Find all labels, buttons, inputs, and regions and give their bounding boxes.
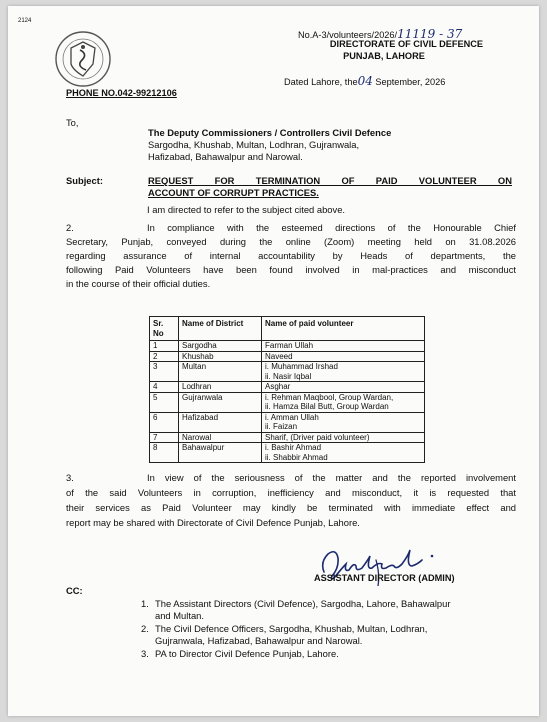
header-sr-no: Sr. No — [150, 317, 179, 341]
table-row — [150, 432, 425, 443]
recipient-line-3: Hafizabad, Bahawalpur and Narowal. — [148, 151, 303, 162]
table-row — [150, 392, 425, 412]
cell-volunteer — [262, 443, 425, 463]
cc-item-1-number: 1. — [141, 598, 149, 609]
cell-district: Sargodha — [179, 341, 262, 352]
table-row — [150, 412, 425, 432]
cell-volunteer — [262, 341, 425, 352]
volunteer-name: Sharif, (Driver paid volunteer) — [265, 432, 370, 442]
volunteer-name: ii. Hamza Bilal Butt, Group Wardan — [265, 402, 389, 411]
reference-handwritten: 11119 - 37 — [397, 27, 463, 41]
cc-label: CC: — [66, 585, 83, 596]
cc-item-1-line-2: and Multan. — [155, 610, 204, 621]
paragraph-2-line-3: regarding assurance of internal accountability by Heads of departments, the — [66, 250, 516, 261]
cc-item-2-line-2: Gujranwala, Hafizabad, Bahawalpur and Narowal. — [155, 635, 363, 646]
cell-district: Multan — [179, 362, 262, 382]
table-row — [150, 362, 425, 382]
paragraph-2-line-5: in the course of their official duties. — [66, 278, 211, 289]
cell-sr: 5 — [150, 392, 179, 412]
table-row — [150, 351, 425, 362]
cell-district: Hafizabad — [179, 412, 262, 432]
header-volunteer: Name of paid volunteer — [262, 317, 425, 341]
cell-district: Bahawalpur — [179, 443, 262, 463]
date-prefix: Dated Lahore, the — [284, 77, 358, 87]
cell-sr: 6 — [150, 412, 179, 432]
cc-item-1 — [155, 598, 515, 622]
paragraph-1: I am directed to refer to the subject cited above. — [147, 204, 346, 215]
paragraph-3-line-4: report may be shared with Directorate of Civil Defence Punjab, Lahore. — [66, 517, 360, 528]
to-label: To, — [66, 117, 79, 128]
cc-item-2-line-1: The Civil Defence Officers, Sargodha, Khushab, Multan, Lodhran, — [155, 623, 428, 634]
recipient-districts — [148, 139, 448, 163]
cell-district: Lodhran — [179, 382, 262, 393]
reference-prefix: No.A-3/volunteers/2026/ — [298, 30, 398, 40]
table-row — [150, 382, 425, 393]
cell-sr: 7 — [150, 432, 179, 443]
date-suffix: September, 2026 — [372, 77, 446, 87]
subject-label: Subject: — [66, 175, 103, 186]
cc-item-1-line-1: The Assistant Directors (Civil Defence), Sargodha, Lahore, Bahawalpur — [155, 598, 451, 609]
paragraph-3-number: 3. — [66, 472, 74, 483]
volunteer-table — [149, 316, 425, 463]
organization-name: DIRECTORATE OF CIVIL DEFENCE — [329, 39, 484, 49]
letter-page — [8, 6, 539, 716]
paragraph-2-number: 2. — [66, 222, 74, 233]
cell-district: Gujranwala — [179, 392, 262, 412]
cell-volunteer — [262, 351, 425, 362]
volunteer-name: i. Amman Ullah — [265, 412, 319, 422]
cell-sr: 3 — [150, 362, 179, 382]
page-number: 2124 — [18, 18, 32, 24]
cell-district: Khushab — [179, 351, 262, 362]
cc-item-2-number: 2. — [141, 623, 149, 634]
volunteer-name: Asghar — [265, 382, 291, 391]
civil-defence-logo — [50, 28, 116, 90]
paragraph-3-line-3: their services as Paid Volunteer may kindly be terminated with immediate effect and — [66, 502, 516, 513]
table-header-row — [150, 317, 425, 341]
letter-date — [284, 74, 445, 88]
volunteer-name: Farman Ullah — [265, 341, 314, 350]
paragraph-3-line-1: In view of the seriousness of the matter and the reported involvement — [147, 472, 516, 483]
cell-volunteer — [262, 432, 425, 443]
volunteer-name: i. Rehman Maqbool, Group Wardan, — [265, 392, 394, 402]
paragraph-2-line-1: In compliance with the esteemed directions of the Honourable Chief — [147, 222, 516, 233]
cc-item-2 — [155, 623, 515, 647]
volunteer-name: ii. Nasir Iqbal — [265, 371, 312, 381]
subject-line-2: ACCOUNT OF CORRUPT PRACTICES. — [148, 187, 319, 198]
cc-item-3 — [155, 648, 515, 660]
cell-sr: 4 — [150, 382, 179, 393]
cell-volunteer — [262, 362, 425, 382]
volunteer-name: i. Bashir Ahmad — [265, 443, 322, 452]
recipient-title: The Deputy Commissioners / Controllers Civil Defence — [148, 127, 392, 138]
volunteer-name: ii. Faizan — [265, 422, 298, 431]
cell-sr: 2 — [150, 351, 179, 362]
volunteer-name: i. Muhammad Irshad — [265, 362, 338, 371]
volunteer-name: Naveed — [265, 351, 293, 361]
table-row — [150, 341, 425, 352]
recipient-line-2: Sargodha, Khushab, Multan, Lodhran, Gujranwala, — [148, 139, 360, 150]
subject-line-1: REQUEST FOR TERMINATION OF PAID VOLUNTEER ON — [148, 175, 512, 186]
cell-sr: 1 — [150, 341, 179, 352]
organization-location: PUNJAB, LAHORE — [343, 51, 425, 61]
volunteer-name: ii. Shabbir Ahmad — [265, 452, 328, 462]
date-day-handwritten: 04 — [357, 74, 373, 88]
paragraph-3-line-2: of the said Volunteers in corruption, inefficiency and misconduct, it is requested that — [66, 487, 516, 498]
paragraph-2-line-4: following Paid Volunteers have been found involved in mal-practices and misconduct — [66, 264, 516, 275]
cell-volunteer — [262, 392, 425, 412]
cc-item-3-line-1: PA to Director Civil Defence Punjab, Lahore. — [155, 648, 339, 659]
cc-item-3-number: 3. — [141, 648, 149, 659]
cell-volunteer — [262, 412, 425, 432]
table-row — [150, 443, 425, 463]
phone-number: PHONE NO.042-99212106 — [66, 88, 177, 98]
header-district: Name of District — [179, 317, 262, 341]
signatory-designation: ASSISTANT DIRECTOR (ADMIN) — [314, 573, 455, 583]
paragraph-2-line-2: Secretary, Punjab, conveyed during the online (Zoom) meeting held on 31.08.2026 — [66, 236, 516, 247]
cell-district: Narowal — [179, 432, 262, 443]
cell-volunteer — [262, 382, 425, 393]
cell-sr: 8 — [150, 443, 179, 463]
